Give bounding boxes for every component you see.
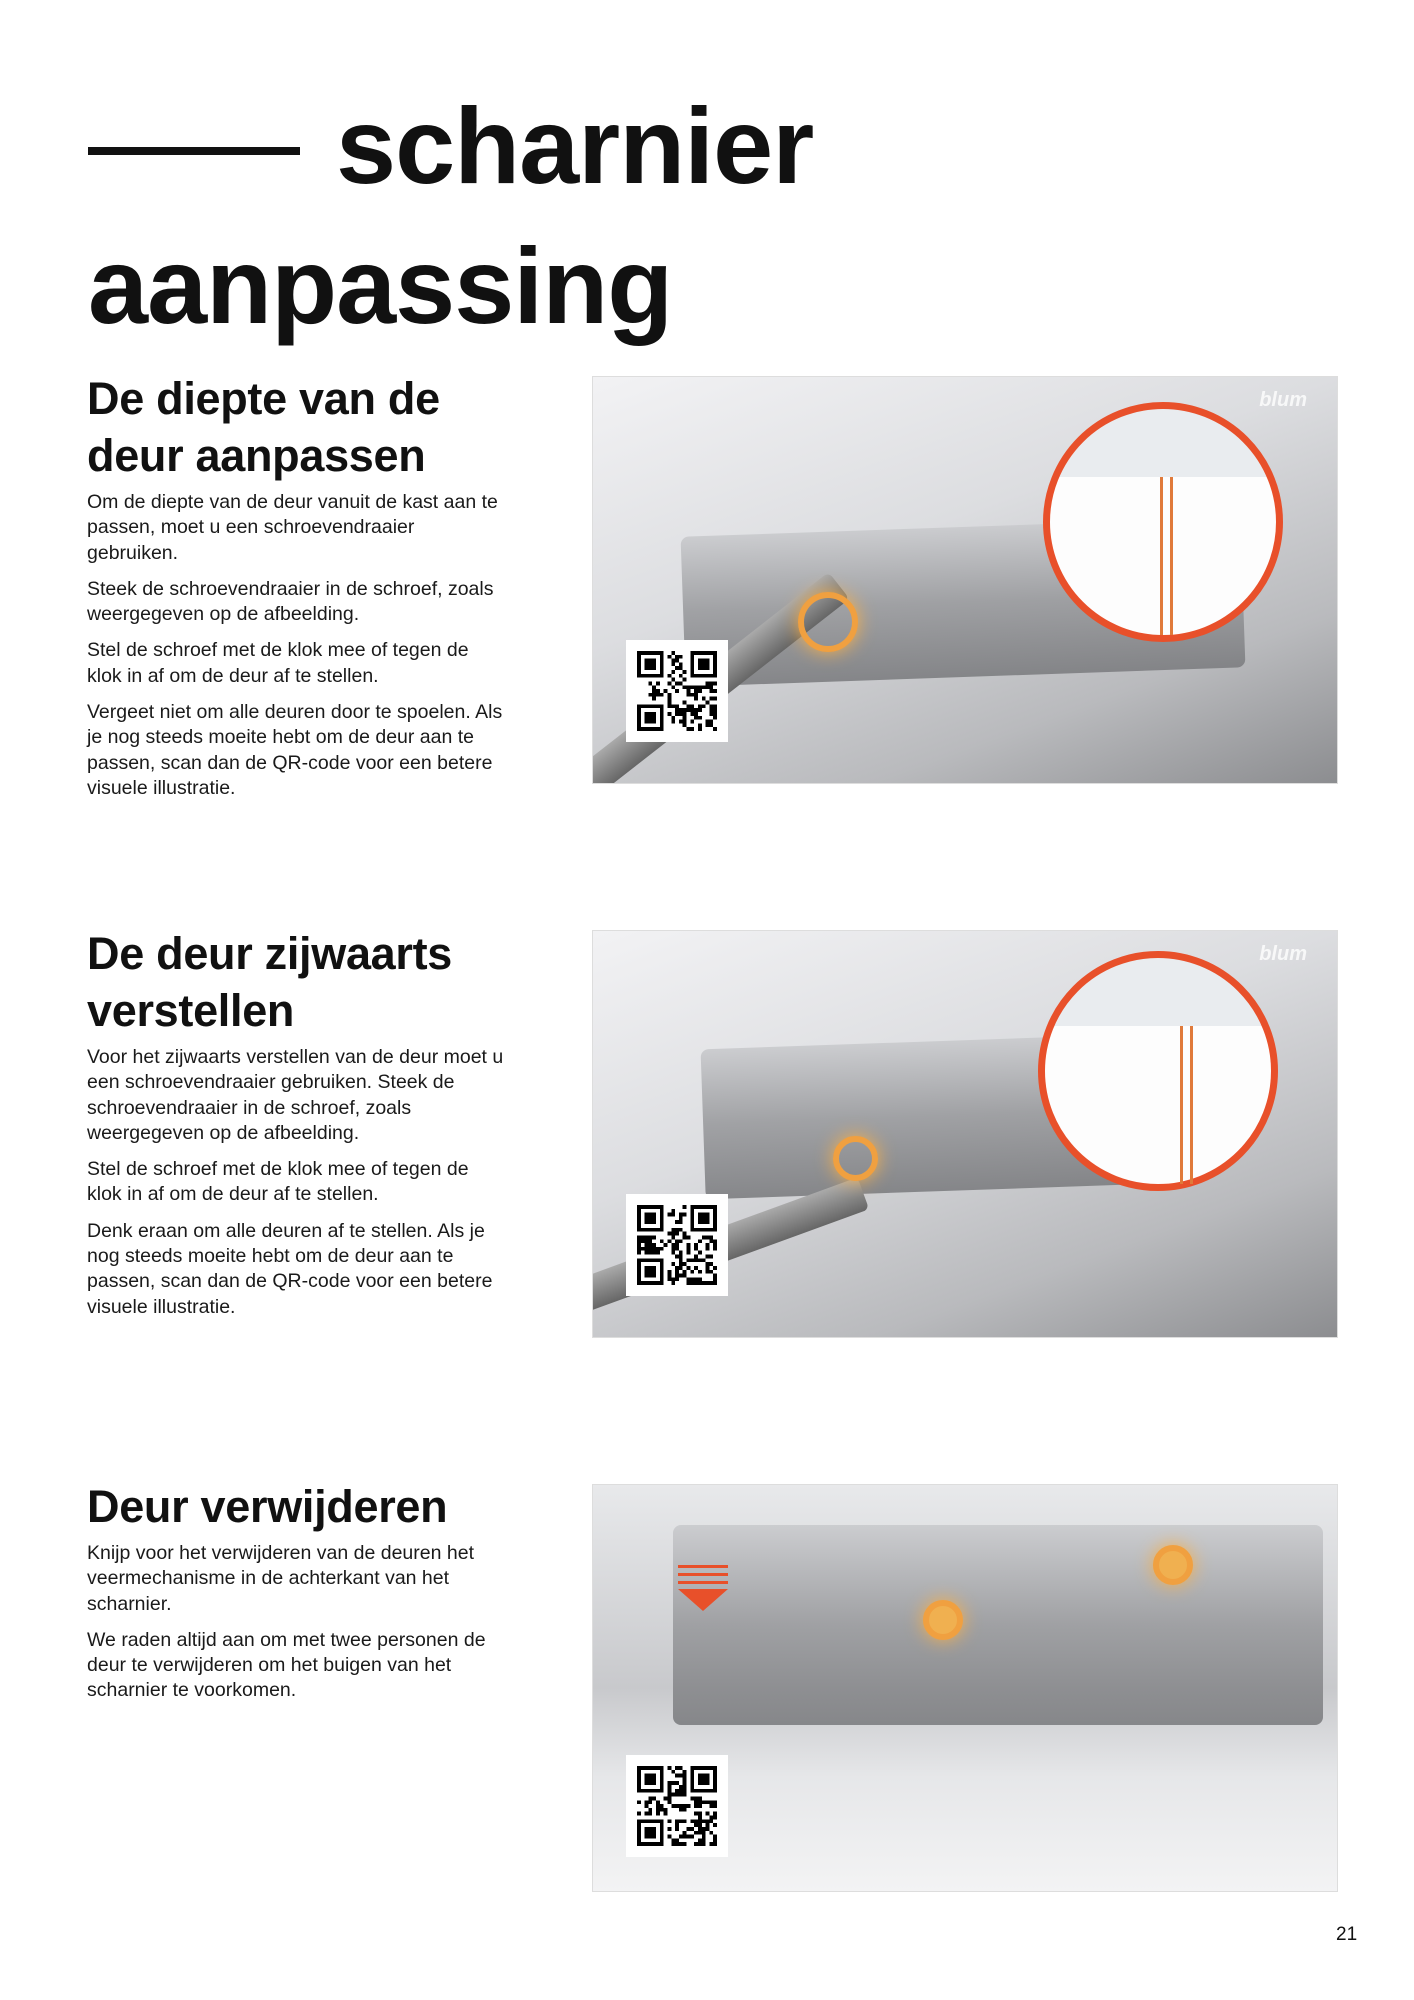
down-arrow-icon	[678, 1565, 728, 1611]
paragraph: Denk eraan om alle deuren af te stellen. Als je nog steeds moeite hebt om de deur aan te passen, scan dan de QR-code voor een betere visuele illustratie.	[87, 1219, 493, 1318]
qr-code[interactable]	[626, 1755, 728, 1857]
brand-logo: blum	[1259, 389, 1307, 411]
hinge-depth-image	[592, 376, 1338, 784]
qr-code[interactable]	[626, 640, 728, 742]
section-heading: Deur verwijderen	[87, 1481, 448, 1532]
paragraph: Vergeet niet om alle deuren door te spoelen. Als je nog steeds moeite hebt om de deur aan te passen, scan dan de QR-code voor een betere visuele illustratie.	[87, 701, 503, 799]
title-text-1: scharnier	[336, 85, 814, 206]
hinge-sideways-image	[592, 930, 1338, 1338]
paragraph: Stel de schroef met de klok mee of tegen de klok in af om de deur af te stellen.	[87, 1158, 469, 1206]
paragraph: Om de diepte van de deur vanuit de kast aan te passen, moet u een schroevendraaier gebruiken.	[87, 491, 498, 564]
section-heading: De diepte van de deur aanpassen	[87, 373, 440, 481]
page-title-line2: aanpassing	[88, 225, 673, 346]
page-number: 21	[1336, 1924, 1358, 1945]
paragraph: Voor het zijwaarts verstellen van de deur moet u een schroevendraaier gebruiken. Steek de schroevendraaier in de schroef, zoals weergegeven op de afbeelding.	[87, 1046, 504, 1144]
section-remove	[87, 1478, 507, 1704]
hinge-remove-image	[592, 1484, 1338, 1892]
qr-code[interactable]	[626, 1194, 728, 1296]
magnifier-circle	[1038, 951, 1278, 1191]
paragraph: Steek de schroevendraaier in de schroef, zoals weergegeven op de afbeelding.	[87, 577, 494, 626]
section-sideways	[87, 925, 507, 1320]
paragraph: Stel de schroef met de klok mee of tegen de klok in af om de deur af te stellen.	[87, 639, 469, 687]
section-heading: De deur zijwaarts verstellen	[87, 928, 453, 1036]
section-depth	[87, 370, 507, 801]
title-dash	[88, 147, 300, 155]
magnifier-circle	[1043, 402, 1283, 642]
page-title-line1	[88, 85, 814, 206]
paragraph: We raden altijd aan om met twee personen de deur te verwijderen om het buigen van het scharnier te voorkomen.	[87, 1628, 486, 1702]
brand-logo: blum	[1259, 943, 1307, 965]
paragraph: Knijp voor het verwijderen van de deuren het veermechanisme in de achterkant van het scharnier.	[87, 1542, 474, 1615]
